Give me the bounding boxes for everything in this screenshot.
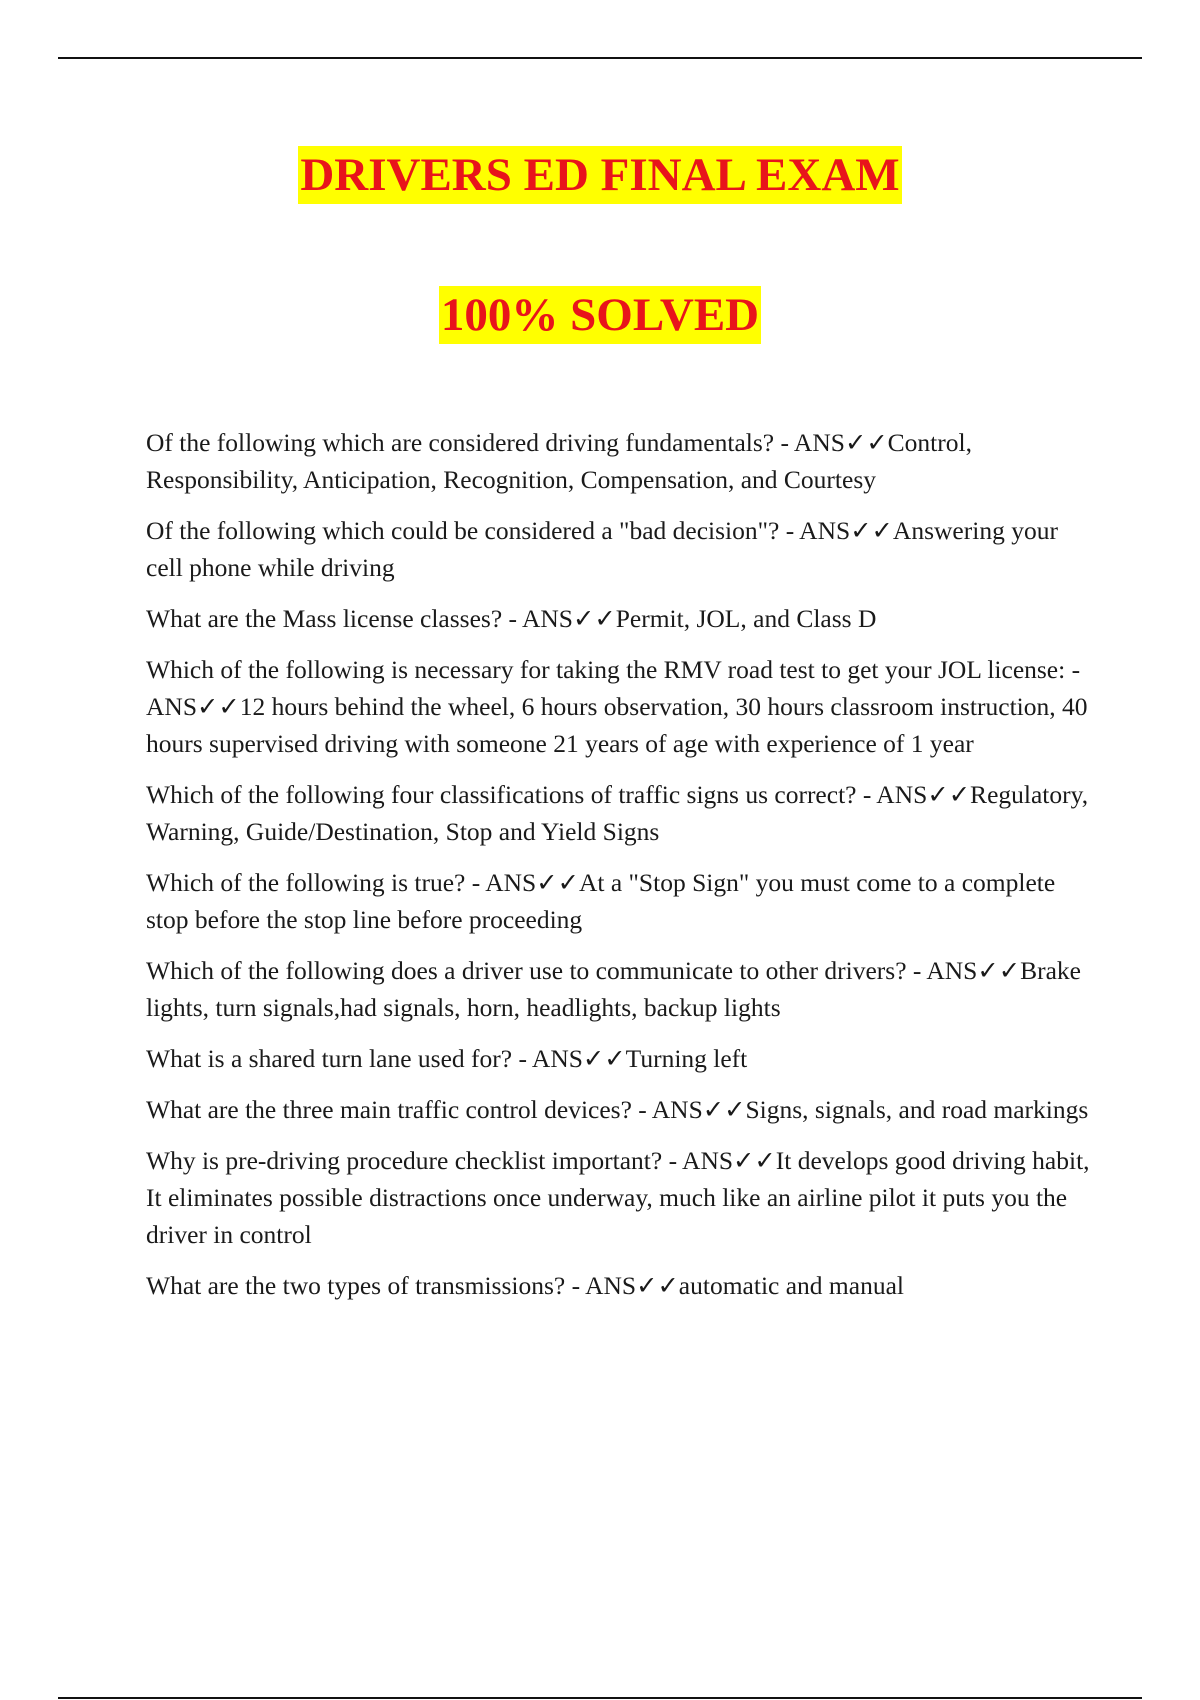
- qa-item-4: Which of the following is necessary for taking the RMV road test to get your JOL license: - ANS✓✓12 hours behind the wheel, 6 hours observation, 30 hours classroom instruction, 40 hours supervised driving with someone 21 years of age with experience of 1 year: [146, 655, 1088, 758]
- bottom-rule: [58, 1697, 1142, 1699]
- qa-list: [146, 424, 1096, 1304]
- qa-item-6: Which of the following is true? - ANS✓✓At a "Stop Sign" you must come to a complete stop before the stop line before proceeding: [146, 868, 1056, 934]
- qa-item-10: Why is pre-driving procedure checklist important? - ANS✓✓It develops good driving habit, It eliminates possible distractions once underway, much like an airline pilot it puts you the driver in control: [146, 1146, 1090, 1249]
- qa-item-1: Of the following which are considered driving fundamentals? - ANS✓✓Control, Responsibility, Anticipation, Recognition, Compensation, and Courtesy: [146, 428, 972, 494]
- document-title: DRIVERS ED FINAL EXAM: [298, 146, 901, 204]
- qa-item-7: Which of the following does a driver use to communicate to other drivers? - ANS✓✓Brake lights, turn signals,had signals, horn, headlights, backup lights: [146, 956, 1081, 1022]
- qa-item-9: What are the three main traffic control devices? - ANS✓✓Signs, signals, and road markings: [146, 1095, 1089, 1124]
- qa-item-8: What is a shared turn lane used for? - ANS✓✓Turning left: [146, 1044, 748, 1073]
- document-subtitle: 100% SOLVED: [439, 286, 761, 344]
- title-block: [0, 146, 1200, 204]
- top-rule: [58, 57, 1142, 59]
- qa-item-2: Of the following which could be considered a "bad decision"? - ANS✓✓Answering your cell phone while driving: [146, 516, 1058, 582]
- subtitle-block: [0, 286, 1200, 344]
- qa-item-11: What are the two types of transmissions? - ANS✓✓automatic and manual: [146, 1271, 904, 1300]
- qa-item-3: What are the Mass license classes? - ANS✓✓Permit, JOL, and Class D: [146, 604, 877, 633]
- qa-item-5: Which of the following four classifications of traffic signs us correct? - ANS✓✓Regulatory, Warning, Guide/Destination, Stop and Yield Signs: [146, 780, 1089, 846]
